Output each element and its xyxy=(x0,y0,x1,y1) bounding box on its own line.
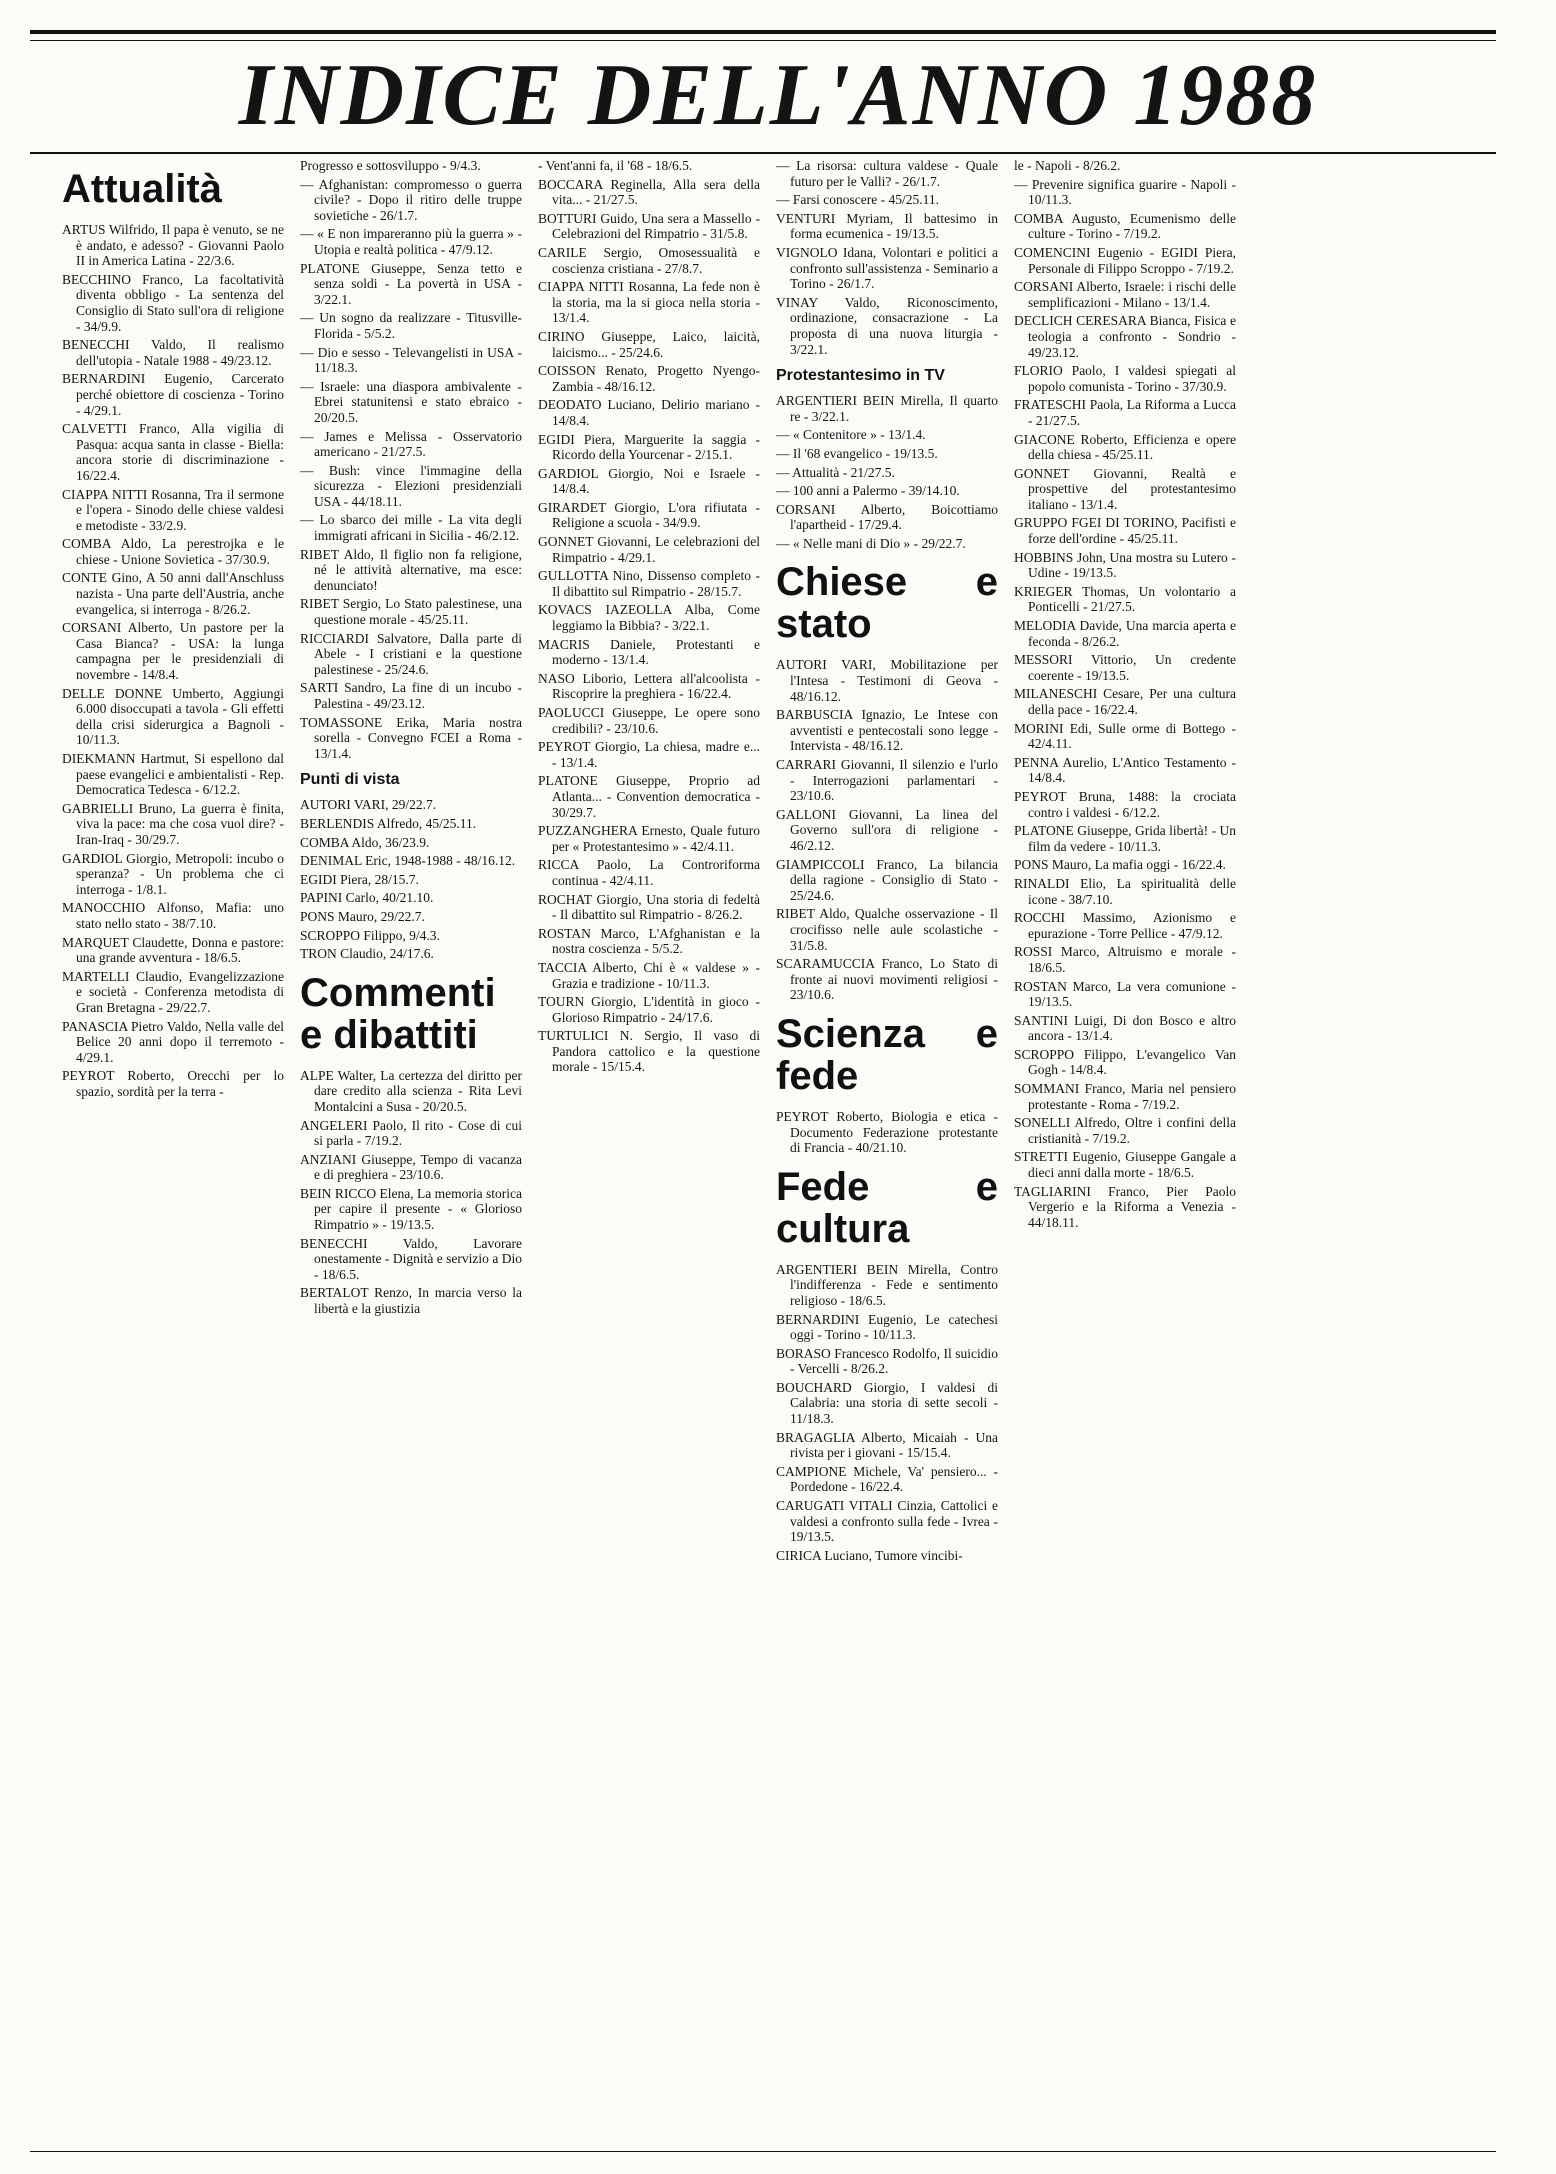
index-entry: RIBET Aldo, Il figlio non fa religione, né le attività alternative, ma esce: denunciato! xyxy=(300,546,522,593)
index-entry: DEODATO Luciano, Delirio mariano - 14/8.4. xyxy=(538,397,760,428)
bottom-rule xyxy=(30,2151,1496,2152)
index-entry: ARTUS Wilfrido, Il papa è venuto, se ne è andato, e adesso? - Giovanni Paolo II in America Latina - 22/3.6. xyxy=(62,222,284,269)
index-entry: — La risorsa: cultura valdese - Quale futuro per le Valli? - 26/1.7. xyxy=(776,158,998,189)
index-entry: PEYROT Roberto, Biologia e etica - Documento Federazione protestante di Francia - 40/21.10. xyxy=(776,1108,998,1156)
index-entry: — Afghanistan: compromesso o guerra civile? - Dopo il ritiro delle truppe sovietiche - 26/1.7. xyxy=(300,176,522,223)
index-entry: BERNARDINI Eugenio, Le catechesi oggi - Torino - 10/11.3. xyxy=(776,1311,998,1343)
index-entry: DECLICH CERESARA Bianca, Fisica e teologia a confronto - Sondrio - 49/23.12. xyxy=(1014,313,1236,360)
index-entry: — 100 anni a Palermo - 39/14.10. xyxy=(776,483,960,499)
index-entry: — Il '68 evangelico - 19/13.5. xyxy=(776,445,938,461)
index-entry: BENECCHI Valdo, Il realismo dell'utopia - Natale 1988 - 49/23.12. xyxy=(62,337,284,368)
index-entry: BRAGAGLIA Alberto, Micaiah - Una rivista per i giovani - 15/15.4. xyxy=(776,1429,998,1461)
index-entry: GIACONE Roberto, Efficienza e opere della chiesa - 45/25.11. xyxy=(1014,431,1236,463)
index-entry: COMBA Aldo, La perestrojka e le chiese - Unione Sovietica - 37/30.9. xyxy=(62,536,284,567)
index-entry: CORSANI Alberto, Un pastore per la Casa Bianca? - USA: la lunga campagna per le presidenziali di novembre - 14/8.4. xyxy=(62,620,284,683)
index-entry: GARDIOL Giorgio, Metropoli: incubo o speranza? - Un problema che ci interroga - 1/8.1. xyxy=(62,850,284,897)
index-entry: PEYROT Giorgio, La chiesa, madre e... - 13/1.4. xyxy=(538,739,760,770)
index-entry: PONS Mauro, La mafia oggi - 16/22.4. xyxy=(1014,857,1226,873)
section-heading: Scienza e fede xyxy=(776,1011,998,1098)
index-entry: CONTE Gino, A 50 anni dall'Anschluss nazista - Una parte dell'Austria, anche evangelica, si interroga - 8/26.2. xyxy=(62,570,284,617)
index-entry: COMBA Augusto, Ecumenismo delle culture - Torino - 7/19.2. xyxy=(1014,210,1236,242)
index-entry: GONNET Giovanni, Le celebrazioni del Rimpatrio - 4/29.1. xyxy=(538,534,760,565)
index-entry: GIRARDET Giorgio, L'ora rifiutata - Religione a scuola - 34/9.9. xyxy=(538,499,760,531)
index-entry: AUTORI VARI, 29/22.7. xyxy=(300,797,437,813)
index-entry: — Farsi conoscere - 45/25.11. xyxy=(776,192,939,208)
index-column xyxy=(538,158,760,2148)
section-heading: Fede e cultura xyxy=(776,1164,998,1251)
index-entry: CIAPPA NITTI Rosanna, La fede non è la storia, ma la si gioca nella storia - 13/1.4. xyxy=(538,279,760,326)
index-entry: SONELLI Alfredo, Oltre i confini della cristianità - 7/19.2. xyxy=(1014,1115,1236,1146)
subsection-heading: Protestantesimo in TV xyxy=(776,367,945,385)
index-entry: — Un sogno da realizzare - Titusville-Florida - 5/5.2. xyxy=(300,310,522,341)
index-entry: ROCCHI Massimo, Azionismo e epurazione - Torre Pellice - 47/9.12. xyxy=(1014,910,1236,941)
index-entry: CARILE Sergio, Omosessualità e coscienza cristiana - 27/8.7. xyxy=(538,244,760,276)
index-entry: TACCIA Alberto, Chi è « valdese » - Grazia e tradizione - 10/11.3. xyxy=(538,959,760,991)
index-entry: SCARAMUCCIA Franco, Lo Stato di fronte ai nuovi movimenti religiosi - 23/10.6. xyxy=(776,956,998,1003)
index-entry: FLORIO Paolo, I valdesi spiegati al popolo comunista - Torino - 37/30.9. xyxy=(1014,363,1236,394)
index-entry: PAOLUCCI Giuseppe, Le opere sono credibili? - 23/10.6. xyxy=(538,705,760,736)
index-column xyxy=(776,158,998,2148)
subsection-heading: Punti di vista xyxy=(300,771,400,789)
index-entry: TURTULICI N. Sergio, Il vaso di Pandora cattolico e la questione morale - 15/15.4. xyxy=(538,1028,760,1075)
index-entry: — Israele: una diaspora ambivalente - Ebrei statunitensi e stato ebraico - 20/20.5. xyxy=(300,378,522,425)
index-entry: FRATESCHI Paola, La Riforma a Lucca - 21/27.5. xyxy=(1014,397,1236,428)
index-entry: ARGENTIERI BEIN Mirella, Il quarto re - 3/22.1. xyxy=(776,393,998,424)
index-entry: KOVACS IAZEOLLA Alba, Come leggiamo la Bibbia? - 3/22.1. xyxy=(538,602,760,634)
index-entry: GRUPPO FGEI DI TORINO, Pacifisti e forze dell'ordine - 45/25.11. xyxy=(1014,515,1236,547)
index-entry: MORINI Edi, Sulle orme di Bottego - 42/4.11. xyxy=(1014,720,1236,752)
index-entry: SCROPPO Filippo, 9/4.3. xyxy=(300,927,440,943)
top-rule xyxy=(30,30,1496,34)
index-entry: PAPINI Carlo, 40/21.10. xyxy=(300,890,434,906)
index-entry: RIBET Sergio, Lo Stato palestinese, una questione morale - 45/25.11. xyxy=(300,596,522,628)
index-entry: CALVETTI Franco, Alla vigilia di Pasqua: acqua santa in classe - Biella: ancora storie di discriminazione - 16/22.4. xyxy=(62,421,284,483)
index-entry: MESSORI Vittorio, Un credente coerente - 19/13.5. xyxy=(1014,652,1236,683)
index-entry: — Attualità - 21/27.5. xyxy=(776,464,895,480)
index-entry: CARUGATI VITALI Cinzia, Cattolici e valdesi a confronto sulla fede - Ivrea - 19/13.5. xyxy=(776,1498,998,1545)
index-entry: CORSANI Alberto, Boicottiamo l'apartheid - 17/29.4. xyxy=(776,501,998,533)
index-entry: PEYROT Bruna, 1488: la crociata contro i valdesi - 6/12.2. xyxy=(1014,788,1236,820)
index-entry: BERLENDIS Alfredo, 45/25.11. xyxy=(300,815,477,831)
index-entry: BERNARDINI Eugenio, Carcerato perché obiettore di coscienza - Torino - 4/29.1. xyxy=(62,371,284,418)
section-heading: Chiese e stato xyxy=(776,560,998,647)
index-entry: MACRIS Daniele, Protestanti e moderno - 13/1.4. xyxy=(538,636,760,668)
index-column xyxy=(62,158,284,2148)
index-entry: ANGELERI Paolo, Il rito - Cose di cui si parla - 7/19.2. xyxy=(300,1117,522,1149)
index-entry: GALLONI Giovanni, La linea del Governo sull'ora di religione - 46/2.12. xyxy=(776,806,998,853)
index-entry: HOBBINS John, Una mostra su Lutero - Udine - 19/13.5. xyxy=(1014,549,1236,581)
index-entry: — Bush: vince l'immagine della sicurezza - Elezioni presidenziali USA - 44/18.11. xyxy=(300,462,522,509)
index-entry: CIRINO Giuseppe, Laico, laicità, laicismo... - 25/24.6. xyxy=(538,328,760,360)
index-entry: GONNET Giovanni, Realtà e prospettive del protestantesimo italiano - 13/1.4. xyxy=(1014,465,1236,512)
index-entry: SARTI Sandro, La fine di un incubo - Palestina - 49/23.12. xyxy=(300,680,522,711)
index-column xyxy=(1014,158,1236,2148)
index-entry: CORSANI Alberto, Israele: i rischi delle semplificazioni - Milano - 13/1.4. xyxy=(1014,279,1236,310)
index-entry: CIAPPA NITTI Rosanna, Tra il sermone e l'opera - Sinodo delle chiese valdesi e metodiste - 33/2.9. xyxy=(62,486,284,533)
index-entry: STRETTI Eugenio, Giuseppe Gangale a dieci anni dalla morte - 18/6.5. xyxy=(1014,1149,1236,1181)
index-entry: PLATONE Giuseppe, Proprio ad Atlanta... - Convention democratica - 30/29.7. xyxy=(538,773,760,820)
index-entry: RINALDI Elio, La spiritualità delle icone - 38/7.10. xyxy=(1014,875,1236,907)
index-entry: BOCCARA Reginella, Alla sera della vita... - 21/27.5. xyxy=(538,176,760,208)
index-entry: MANOCCHIO Alfonso, Mafia: uno stato nello stato - 38/7.10. xyxy=(62,900,284,931)
index-entry: MARQUET Claudette, Donna e pastore: una grande avventura - 18/6.5. xyxy=(62,934,284,966)
index-entry: CARRARI Giovanni, Il silenzio e l'urlo - Interrogazioni parlamentari - 23/10.6. xyxy=(776,757,998,804)
index-entry: CIRICA Luciano, Tumore vincibi- xyxy=(776,1547,963,1563)
page-title: INDICE DELL'ANNO 1988 xyxy=(238,47,1318,144)
index-entry: RICCA Paolo, La Controriforma continua - 42/4.11. xyxy=(538,857,760,888)
index-entry: BORASO Francesco Rodolfo, Il suicidio - Vercelli - 8/26.2. xyxy=(776,1345,998,1377)
index-entry: — Lo sbarco dei mille - La vita degli immigrati africani in Sicilia - 46/2.12. xyxy=(300,512,522,544)
index-entry: — « Contenitore » - 13/1.4. xyxy=(776,427,926,443)
index-entry: VIGNOLO Idana, Volontari e politici a confronto sull'assistenza - Seminario a Torino - 26/1.7. xyxy=(776,244,998,292)
index-entry: PUZZANGHERA Ernesto, Quale futuro per « Protestantesimo » - 42/4.11. xyxy=(538,823,760,854)
index-entry: PLATONE Giuseppe, Grida libertà! - Un film da vedere - 10/11.3. xyxy=(1014,823,1236,854)
index-entry: MELODIA Davide, Una marcia aperta e feconda - 8/26.2. xyxy=(1014,618,1236,649)
index-entry: EGIDI Piera, 28/15.7. xyxy=(300,871,419,887)
index-entry: SOMMANI Franco, Maria nel pensiero protestante - Roma - 7/19.2. xyxy=(1014,1081,1236,1112)
index-entry: BOTTURI Guido, Una sera a Massello - Celebrazioni del Rimpatrio - 31/5.8. xyxy=(538,210,760,242)
index-entry: GARDIOL Giorgio, Noi e Israele - 14/8.4. xyxy=(538,465,760,497)
index-entry: BOUCHARD Giorgio, I valdesi di Calabria: una storia di sette secoli - 11/18.3. xyxy=(776,1379,998,1427)
header-rule xyxy=(30,152,1496,154)
index-entry: NASO Liborio, Lettera all'alcoolista - Riscoprire la preghiera - 16/22.4. xyxy=(538,670,760,702)
index-entry: PLATONE Giuseppe, Senza tetto e senza soldi - La povertà in USA - 3/22.1. xyxy=(300,260,522,307)
index-entry: RICCIARDI Salvatore, Dalla parte di Abele - I cristiani e la questione palestinese - 25/24.6. xyxy=(300,630,522,677)
index-entry: VINAY Valdo, Riconoscimento, ordinazione, consacrazione - La proposta di una nuova liturgia - 3/22.1. xyxy=(776,294,998,357)
index-entry: MARTELLI Claudio, Evangelizzazione e società - Conferenza metodista di Gran Bretagna - 29/22.7. xyxy=(62,968,284,1015)
index-entry: PEYROT Roberto, Orecchi per lo spazio, sordità per la terra - xyxy=(62,1068,284,1099)
index-entry: ANZIANI Giuseppe, Tempo di vacanza e di preghiera - 23/10.6. xyxy=(300,1151,522,1183)
index-entry: BEIN RICCO Elena, La memoria storica per capire il presente - « Glorioso Rimpatrio » - 19/13.5. xyxy=(300,1185,522,1233)
index-entry: BERTALOT Renzo, In marcia verso la libertà e la giustizia xyxy=(300,1285,522,1317)
index-entry: — James e Melissa - Osservatorio americano - 21/27.5. xyxy=(300,428,522,460)
index-entry: COMENCINI Eugenio - EGIDI Piera, Personale di Filippo Scroppo - 7/19.2. xyxy=(1014,244,1236,276)
index-entry: BENECCHI Valdo, Lavorare onestamente - Dignità e servizio a Dio - 18/6.5. xyxy=(300,1235,522,1282)
index-entry: KRIEGER Thomas, Un volontario a Ponticelli - 21/27.5. xyxy=(1014,583,1236,615)
index-entry: DIEKMANN Hartmut, Si espellono dal paese evangelici e ambientalisti - Rep. Democratica Tedesca - 6/12.2. xyxy=(62,751,284,798)
index-entry: TOURN Giorgio, L'identità in gioco - Glorioso Rimpatrio - 24/17.6. xyxy=(538,994,760,1025)
index-entry: RIBET Aldo, Qualche osservazione - Il crocifisso nelle aule scolastiche - 31/5.8. xyxy=(776,906,998,953)
index-entry: TRON Claudio, 24/17.6. xyxy=(300,946,434,962)
index-entry: — Dio e sesso - Televangelisti in USA - 11/18.3. xyxy=(300,344,522,376)
index-entry: — Prevenire significa guarire - Napoli - 10/11.3. xyxy=(1014,176,1236,208)
index-entry: EGIDI Piera, Marguerite la saggia - Ricordo della Yourcenar - 2/15.1. xyxy=(538,431,760,463)
section-heading: Attualità xyxy=(62,167,222,211)
index-entry: ROSSI Marco, Altruismo e morale - 18/6.5. xyxy=(1014,944,1236,975)
index-entry: BARBUSCIA Ignazio, Le Intese con avventisti e pentecostali sono legge - Intervista - 48/16.12. xyxy=(776,707,998,754)
index-entry: GABRIELLI Bruno, La guerra è finita, viva la pace: ma che cosa vuol dire? - Iran-Iraq - 30/29.7. xyxy=(62,800,284,847)
section-heading: Commenti e dibattiti xyxy=(300,970,496,1057)
index-entry: — « E non impareranno più la guerra » - Utopia e realtà politica - 47/9.12. xyxy=(300,226,522,257)
index-entry: TAGLIARINI Franco, Pier Paolo Vergerio e la Riforma a Venezia - 44/18.11. xyxy=(1014,1183,1236,1230)
index-column xyxy=(300,158,522,2148)
index-entry: ROSTAN Marco, La vera comunione - 19/13.5. xyxy=(1014,978,1236,1010)
index-entry: SANTINI Luigi, Di don Bosco e altro ancora - 13/1.4. xyxy=(1014,1012,1236,1044)
index-entry: ALPE Walter, La certezza del diritto per dare credito alla scienza - Rita Levi Montalcini a Susa - 20/20.5. xyxy=(300,1067,522,1114)
index-entry: COISSON Renato, Progetto Nyengo-Zambia - 48/16.12. xyxy=(538,363,760,394)
index-entry: ROCHAT Giorgio, Una storia di fedeltà - Il dibattito sul Rimpatrio - 8/26.2. xyxy=(538,891,760,923)
index-entry: PANASCIA Pietro Valdo, Nella valle del Belice 20 anni dopo il terremoto - 4/29.1. xyxy=(62,1018,284,1065)
index-entry: SCROPPO Filippo, L'evangelico Van Gogh - 14/8.4. xyxy=(1014,1046,1236,1078)
index-entry: le - Napoli - 8/26.2. xyxy=(1014,158,1121,173)
index-entry: DENIMAL Eric, 1948-1988 - 48/16.12. xyxy=(300,853,516,869)
index-entry: BECCHINO Franco, La facoltatività diventa obbligo - La sentenza del Consiglio di Stato sull'ora di religione - 34/9.9. xyxy=(62,271,284,334)
index-entry: DELLE DONNE Umberto, Aggiungi 6.000 disoccupati a tavola - Gli effetti della crisi siderurgica a Bagnoli - 10/11.3. xyxy=(62,685,284,748)
index-entry: AUTORI VARI, Mobilitazione per l'Intesa - Testimoni di Geova - 48/16.12. xyxy=(776,657,998,704)
index-entry: PONS Mauro, 29/22.7. xyxy=(300,908,425,924)
index-entry: PENNA Aurelio, L'Antico Testamento - 14/8.4. xyxy=(1014,754,1236,786)
index-entry: VENTURI Myriam, Il battesimo in forma ecumenica - 19/13.5. xyxy=(776,210,998,242)
index-entry: Progresso e sottosviluppo - 9/4.3. xyxy=(300,158,481,173)
top-rule-thin xyxy=(30,40,1496,41)
index-columns xyxy=(62,158,1474,2148)
index-entry: CAMPIONE Michele, Va' pensiero... - Pordedone - 16/22.4. xyxy=(776,1463,998,1495)
index-entry: TOMASSONE Erika, Maria nostra sorella - Convegno FCEI a Roma - 13/1.4. xyxy=(300,714,522,761)
index-entry: GIAMPICCOLI Franco, La bilancia della ragione - Consiglio di Stato - 25/24.6. xyxy=(776,856,998,903)
index-entry: MILANESCHI Cesare, Per una cultura della pace - 16/22.4. xyxy=(1014,686,1236,717)
index-entry: ROSTAN Marco, L'Afghanistan e la nostra coscienza - 5/5.2. xyxy=(538,925,760,957)
index-entry: COMBA Aldo, 36/23.9. xyxy=(300,834,430,850)
index-entry: - Vent'anni fa, il '68 - 18/6.5. xyxy=(538,158,693,173)
index-entry: ARGENTIERI BEIN Mirella, Contro l'indifferenza - Fede e sentimento religioso - 18/6.5. xyxy=(776,1261,998,1308)
index-entry: — « Nelle mani di Dio » - 29/22.7. xyxy=(776,535,966,551)
index-entry: GULLOTTA Nino, Dissenso completo - Il dibattito sul Rimpatrio - 28/15.7. xyxy=(538,568,760,599)
